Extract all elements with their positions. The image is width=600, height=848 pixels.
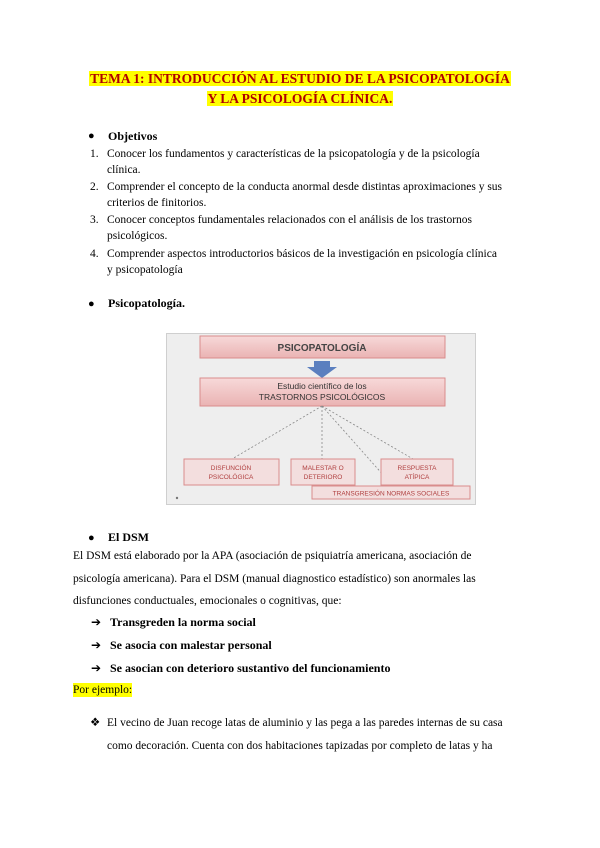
section-heading-dsm: El DSM bbox=[108, 530, 150, 544]
arrow-right-icon: ➔ bbox=[91, 615, 102, 629]
list-item-text: criterios de finitorios. bbox=[107, 197, 207, 209]
list-item-text: Se asocian con deterioro sustantivo del funcionamiento bbox=[110, 661, 391, 675]
list-item-text: Transgreden la norma social bbox=[110, 615, 256, 629]
section-heading-objetivos: Objetivos bbox=[108, 129, 158, 143]
bullet-icon: ● bbox=[88, 532, 95, 544]
list-number: 1. bbox=[90, 148, 99, 160]
diagram-box-disfuncion-label-1: DISFUNCIÓN bbox=[210, 465, 252, 472]
document-title-line-1: TEMA 1: INTRODUCCIÓN AL ESTUDIO DE LA PSICOPATOLOGÍA bbox=[90, 71, 510, 86]
example-label: Por ejemplo: bbox=[73, 684, 133, 696]
bullet-icon: ● bbox=[88, 130, 95, 142]
list-item-text: Comprender el concepto de la conducta anormal desde distintas aproximaciones y sus bbox=[107, 181, 503, 193]
list-item-text: Se asocia con malestar personal bbox=[110, 638, 272, 652]
paragraph-line: disfunciones conductuales, emocionales o cognitivas, que: bbox=[73, 595, 342, 607]
list-number: 2. bbox=[90, 181, 99, 193]
diagram-middle-label-2: TRASTORNOS PSICOLÓGICOS bbox=[258, 392, 386, 402]
diagram-svg bbox=[167, 334, 477, 506]
diagram-box-disfuncion bbox=[184, 459, 279, 485]
bullet-icon: ● bbox=[88, 298, 95, 310]
diagram-box-respuesta-label-2: ATÍPICA bbox=[404, 474, 430, 481]
diamond-bullet-icon: ❖ bbox=[90, 717, 101, 729]
arrow-right-icon: ➔ bbox=[91, 661, 102, 675]
diagram-box-disfuncion-label-2: PSICOLÓGICA bbox=[208, 474, 254, 481]
diagram-box-malestar bbox=[291, 459, 355, 485]
section-heading-psicopatologia: Psicopatología. bbox=[108, 296, 185, 310]
list-item-text: Conocer conceptos fundamentales relacionados con el análisis de los trastornos bbox=[107, 214, 473, 226]
list-item-text: Conocer los fundamentos y características de la psicopatología y de la psicología bbox=[107, 148, 480, 160]
arrow-right-icon: ➔ bbox=[91, 638, 102, 652]
diagram-box-malestar-label-2: DETERIORO bbox=[303, 474, 343, 481]
list-number: 4. bbox=[90, 248, 99, 260]
list-item-text: y psicopatología bbox=[107, 264, 183, 276]
diagram-dot bbox=[176, 497, 178, 499]
paragraph-line: psicología americana). Para el DSM (manual diagnostico estadístico) son anormales las bbox=[73, 572, 476, 585]
psicopatologia-diagram bbox=[166, 333, 476, 505]
diagram-top-label: PSICOPATOLOGÍA bbox=[277, 343, 367, 354]
list-item-text: psicológicos. bbox=[107, 230, 168, 242]
dsm-paragraph bbox=[73, 545, 533, 613]
document-title-line-2: Y LA PSICOLOGÍA CLÍNICA. bbox=[207, 91, 393, 106]
list-item-text: Comprender aspectos introductorios básicos de la investigación en psicología clínica bbox=[107, 248, 497, 260]
list-item-text: clínica. bbox=[107, 164, 141, 176]
arrow-down-icon bbox=[307, 361, 337, 378]
diagram-box-malestar-label-1: MALESTAR O bbox=[302, 465, 344, 472]
diagram-box-transgresion-label: TRANSGRESIÓN NORMAS SOCIALES bbox=[332, 490, 450, 498]
paragraph-line: como decoración. Cuenta con dos habitaciones tapizadas por completo de latas y ha bbox=[107, 740, 493, 752]
paragraph-line: El DSM está elaborado por la APA (asociación de psiquiatría americana, asociación de bbox=[73, 550, 472, 562]
diagram-box-respuesta-label-1: RESPUESTA bbox=[397, 465, 437, 472]
list-number: 3. bbox=[90, 214, 99, 226]
paragraph-line: El vecino de Juan recoge latas de aluminio y las pega a las paredes internas de su casa bbox=[107, 717, 503, 729]
diagram-box-respuesta bbox=[381, 459, 453, 485]
diagram-middle-label-1: Estudio científico de los bbox=[277, 381, 367, 391]
